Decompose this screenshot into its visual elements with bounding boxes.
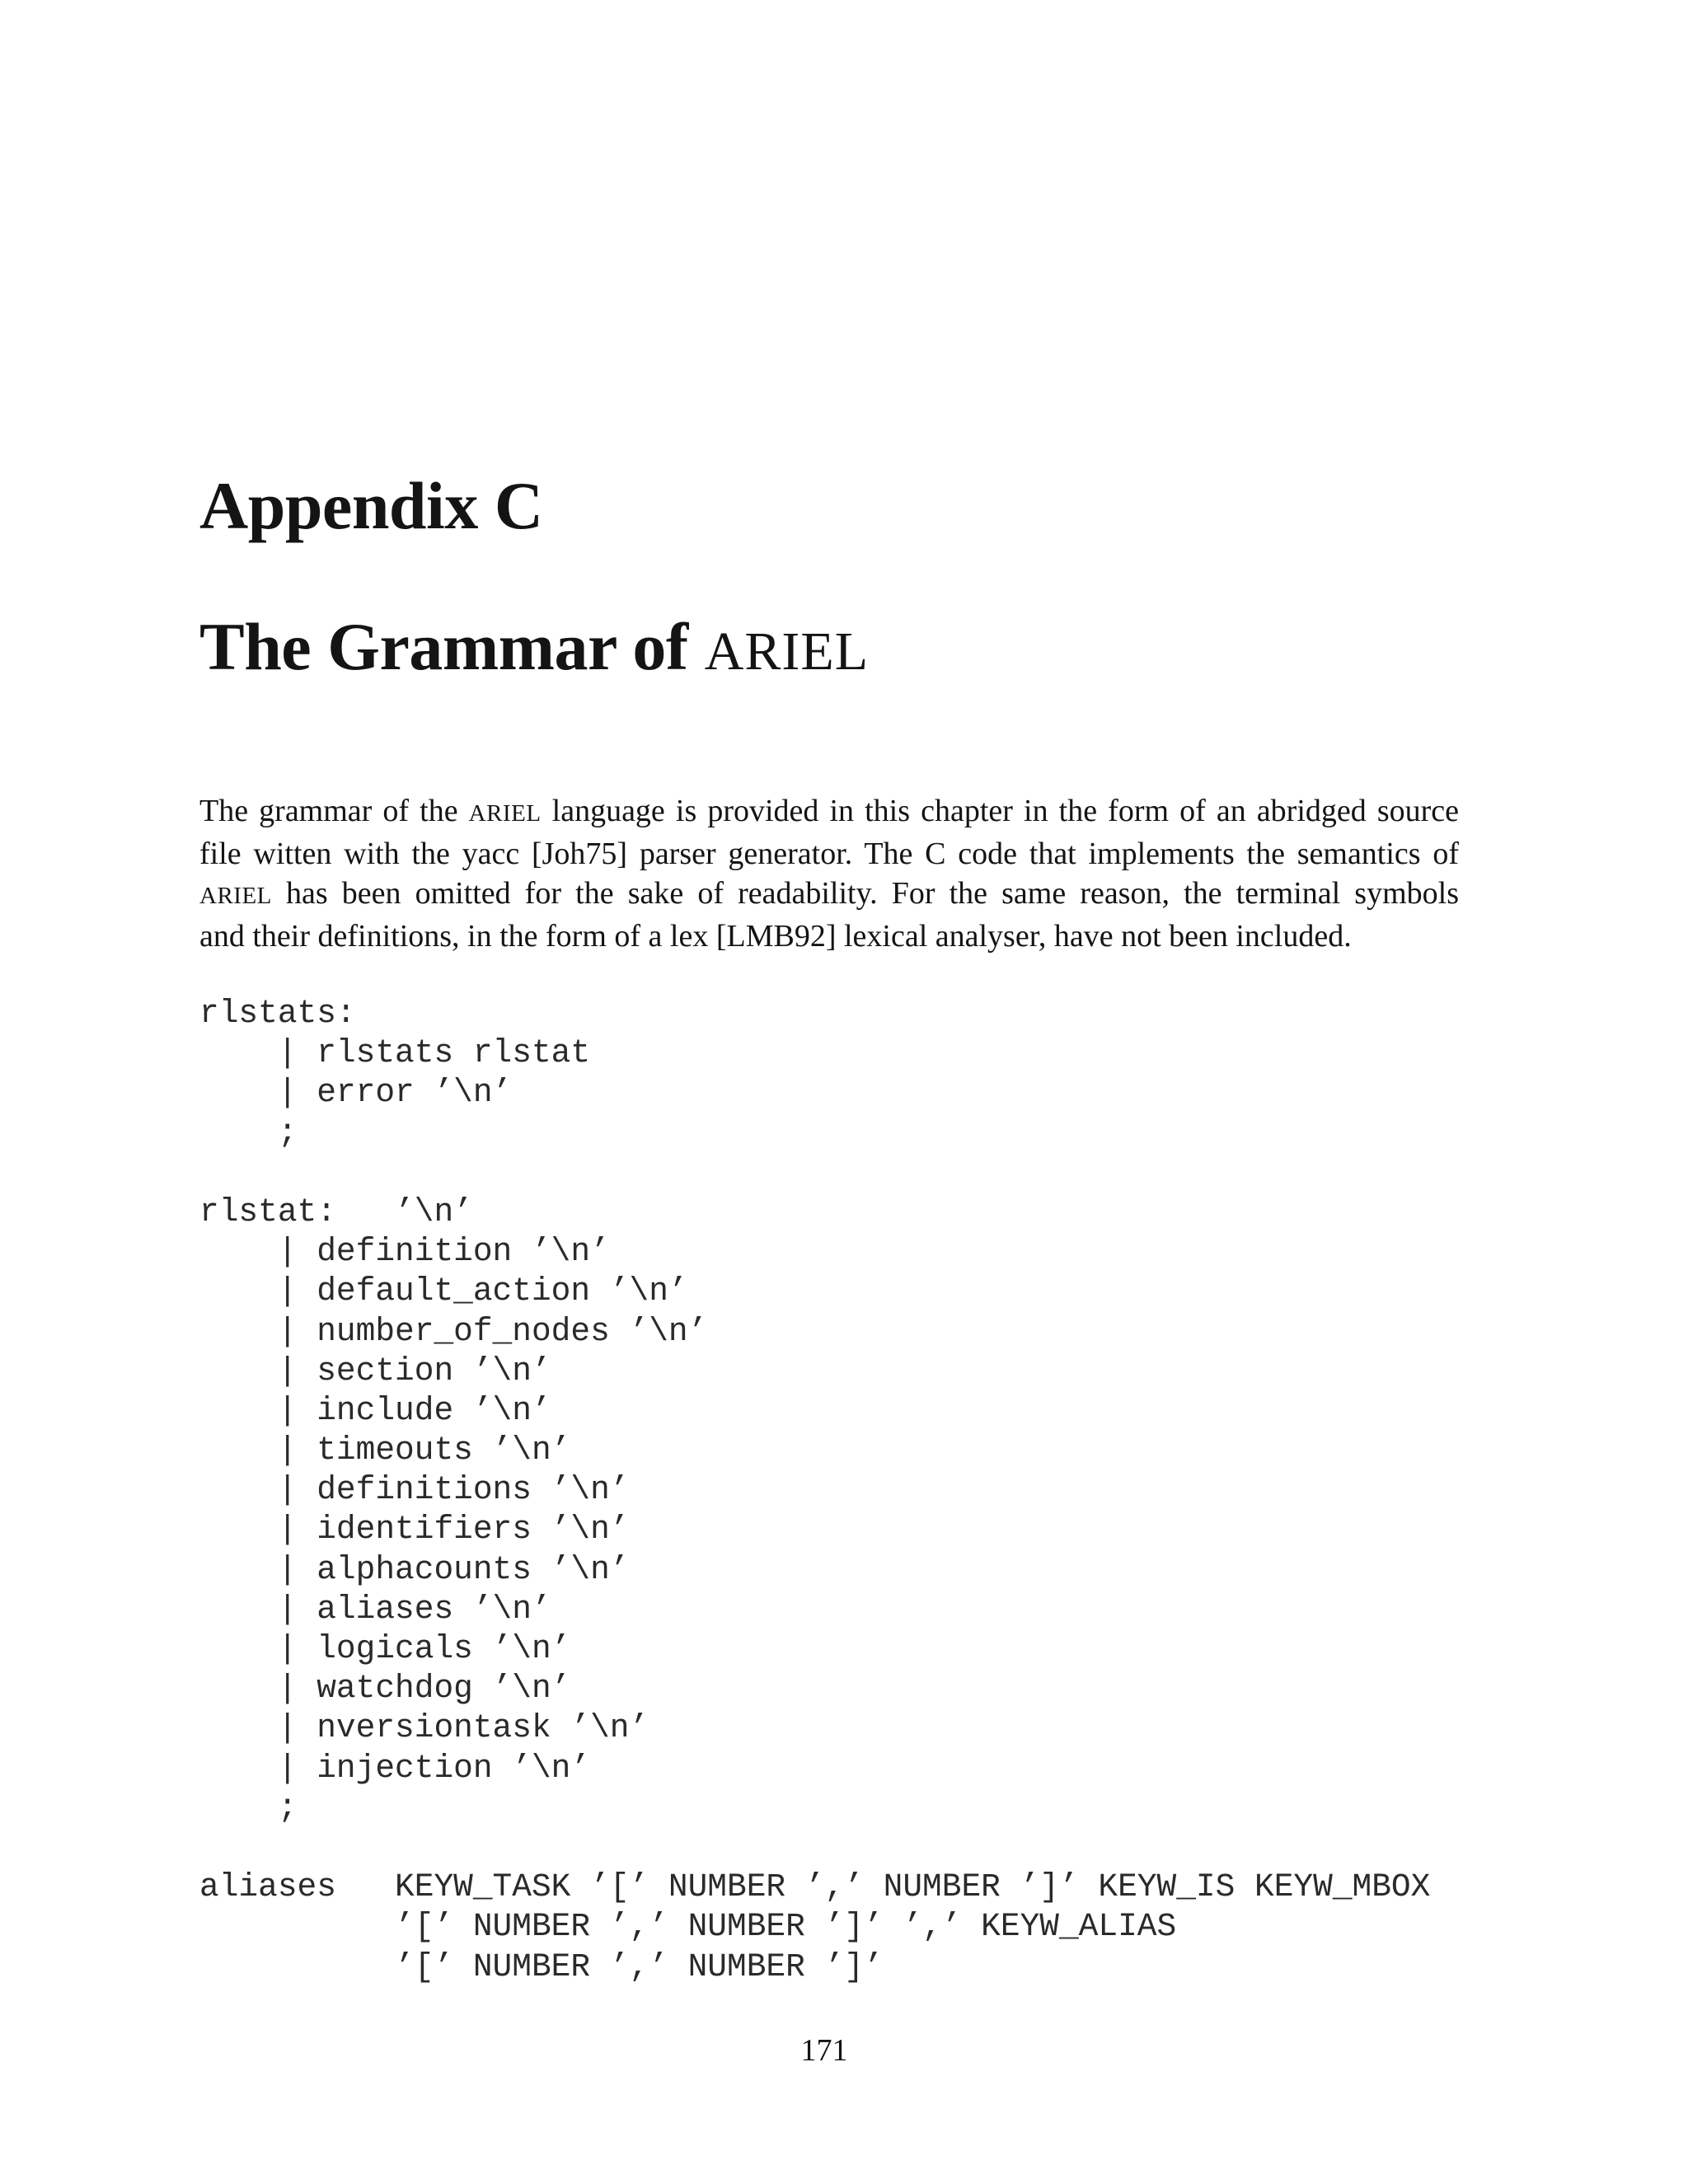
chapter-title: [199, 609, 870, 684]
grammar-line: ’[’ NUMBER ’,’ NUMBER ’]’ ’,’ KEYW_ALIAS: [199, 1908, 1177, 1946]
grammar-line: | identifiers ’\n’: [199, 1511, 630, 1549]
grammar-line: | definitions ’\n’: [199, 1471, 630, 1509]
intro-text: has been omitted for the sake of readability. For the same reason, the terminal symbols: [285, 876, 1460, 911]
grammar-line: | watchdog ’\n’: [199, 1670, 571, 1708]
intro-text: language is provided in this chapter in the form of an abridged source: [551, 794, 1460, 828]
grammar-line: | default_action ’\n’: [199, 1272, 688, 1310]
intro-line-3: [199, 874, 1459, 916]
grammar-line: | include ’\n’: [199, 1391, 551, 1429]
grammar-line: rlstat: ’\n’: [199, 1193, 473, 1230]
chapter-title-ariel: ARIEL: [704, 621, 870, 682]
grammar-line: | aliases ’\n’: [199, 1590, 551, 1628]
intro-paragraph: [199, 791, 1459, 956]
grammar-line: | alphacounts ’\n’: [199, 1550, 630, 1588]
grammar-line: ;: [199, 1113, 298, 1151]
grammar-line: [199, 1828, 1430, 1868]
grammar-listing: [199, 994, 1430, 1987]
ariel-smallcaps: ARIEL: [468, 800, 542, 827]
grammar-line: [199, 1153, 1430, 1193]
intro-line-4: and their definitions, in the form of a lex [LMB92] lexical analyser, have not been included.: [199, 918, 1352, 954]
grammar-line: aliases KEYW_TASK ’[’ NUMBER ’,’ NUMBER ’]’ KEYW_IS KEYW_MBOX: [199, 1868, 1431, 1906]
intro-text: The grammar of the: [199, 794, 458, 828]
grammar-line: | logicals ’\n’: [199, 1630, 571, 1667]
grammar-line: | injection ’\n’: [199, 1749, 591, 1787]
intro-line-1: [199, 791, 1459, 834]
grammar-line: | timeouts ’\n’: [199, 1432, 571, 1469]
grammar-line: rlstats:: [199, 995, 356, 1032]
grammar-line: | error ’\n’: [199, 1074, 513, 1112]
appendix-label: Appendix C: [199, 468, 543, 543]
grammar-line: ;: [199, 1788, 298, 1826]
grammar-line: | definition ’\n’: [199, 1233, 610, 1271]
chapter-title-text: The Grammar of: [199, 609, 688, 684]
grammar-line: | section ’\n’: [199, 1352, 551, 1390]
grammar-line: ’[’ NUMBER ’,’ NUMBER ’]’: [199, 1947, 884, 1985]
page-number: 171: [800, 2033, 848, 2068]
intro-line-2: file witten with the yacc [Joh75] parser generator. The C code that implements the semantics of: [199, 836, 1459, 871]
ariel-smallcaps: ARIEL: [199, 883, 272, 909]
grammar-line: | nversiontask ’\n’: [199, 1709, 649, 1747]
grammar-line: | rlstats rlstat: [199, 1034, 591, 1072]
grammar-line: | number_of_nodes ’\n’: [199, 1312, 708, 1350]
